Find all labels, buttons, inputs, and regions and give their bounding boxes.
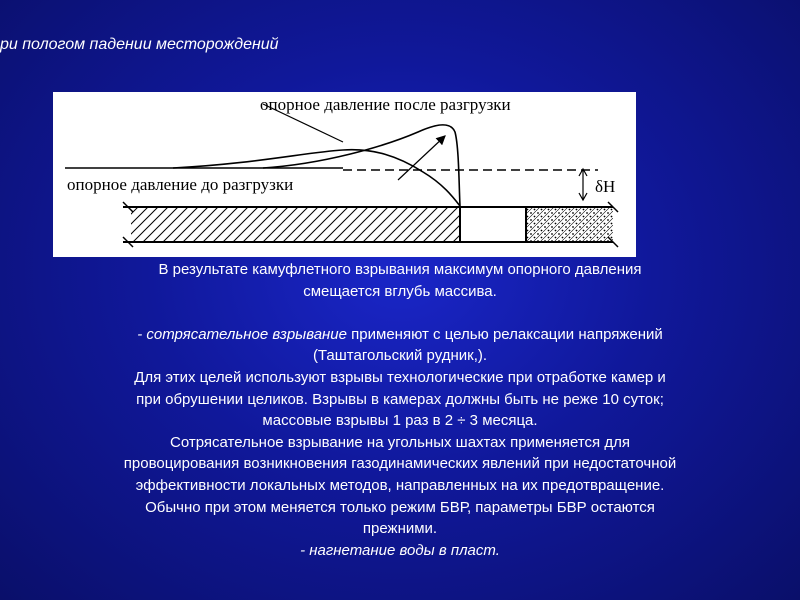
p4-line5: прежними. [362, 520, 438, 538]
p4-line1: Сотрясательное взрывание на угольных шахтах применяется для [170, 433, 630, 451]
delta-h-symbol: δH [595, 177, 616, 196]
label-pressure-before: опорное давление до разгрузки [67, 175, 294, 194]
p4-line3: эффективности локальных методов, направленных на их предотвращение. [135, 476, 665, 494]
p3-line3: массовые взрывы 1 раз в 2 ÷ 3 месяца. [262, 412, 538, 430]
delta-h-dimension [579, 169, 587, 200]
p2-line2: (Таштагольский рудник,). [312, 347, 488, 365]
pressure-diagram [53, 92, 636, 257]
p2-line1 [10, 324, 790, 346]
label-pressure-after: опорное давление после разгрузки [260, 95, 511, 114]
p2-italic: - сотрясательное взрывание [137, 325, 347, 343]
slide-title: ри пологом падении месторождений [0, 36, 279, 53]
p5-line: - нагнетание воды в пласт. [300, 541, 500, 559]
p3-line2: при обрушении целиков. Взрывы в камерах должны быть не реже 10 суток; [136, 390, 664, 408]
pointer-before [398, 136, 445, 180]
p1-line2: смещается вглубь массива. [303, 282, 497, 300]
p2-rest: применяют с целью релаксации напряжений [347, 325, 663, 343]
p4-line4: Обычно при этом меняется только режим БВР, параметры БВР остаются [145, 498, 655, 516]
p4-line2: провоцирования возникновения газодинамических явлений при недостаточной [123, 455, 677, 473]
p3-line1: Для этих целей используют взрывы технологические при отработке камер и [134, 368, 666, 386]
seam-layer [123, 202, 618, 247]
body-text [10, 259, 790, 561]
p1-line1: В результате камуфлетного взрывания максимум опорного давления [158, 261, 642, 278]
